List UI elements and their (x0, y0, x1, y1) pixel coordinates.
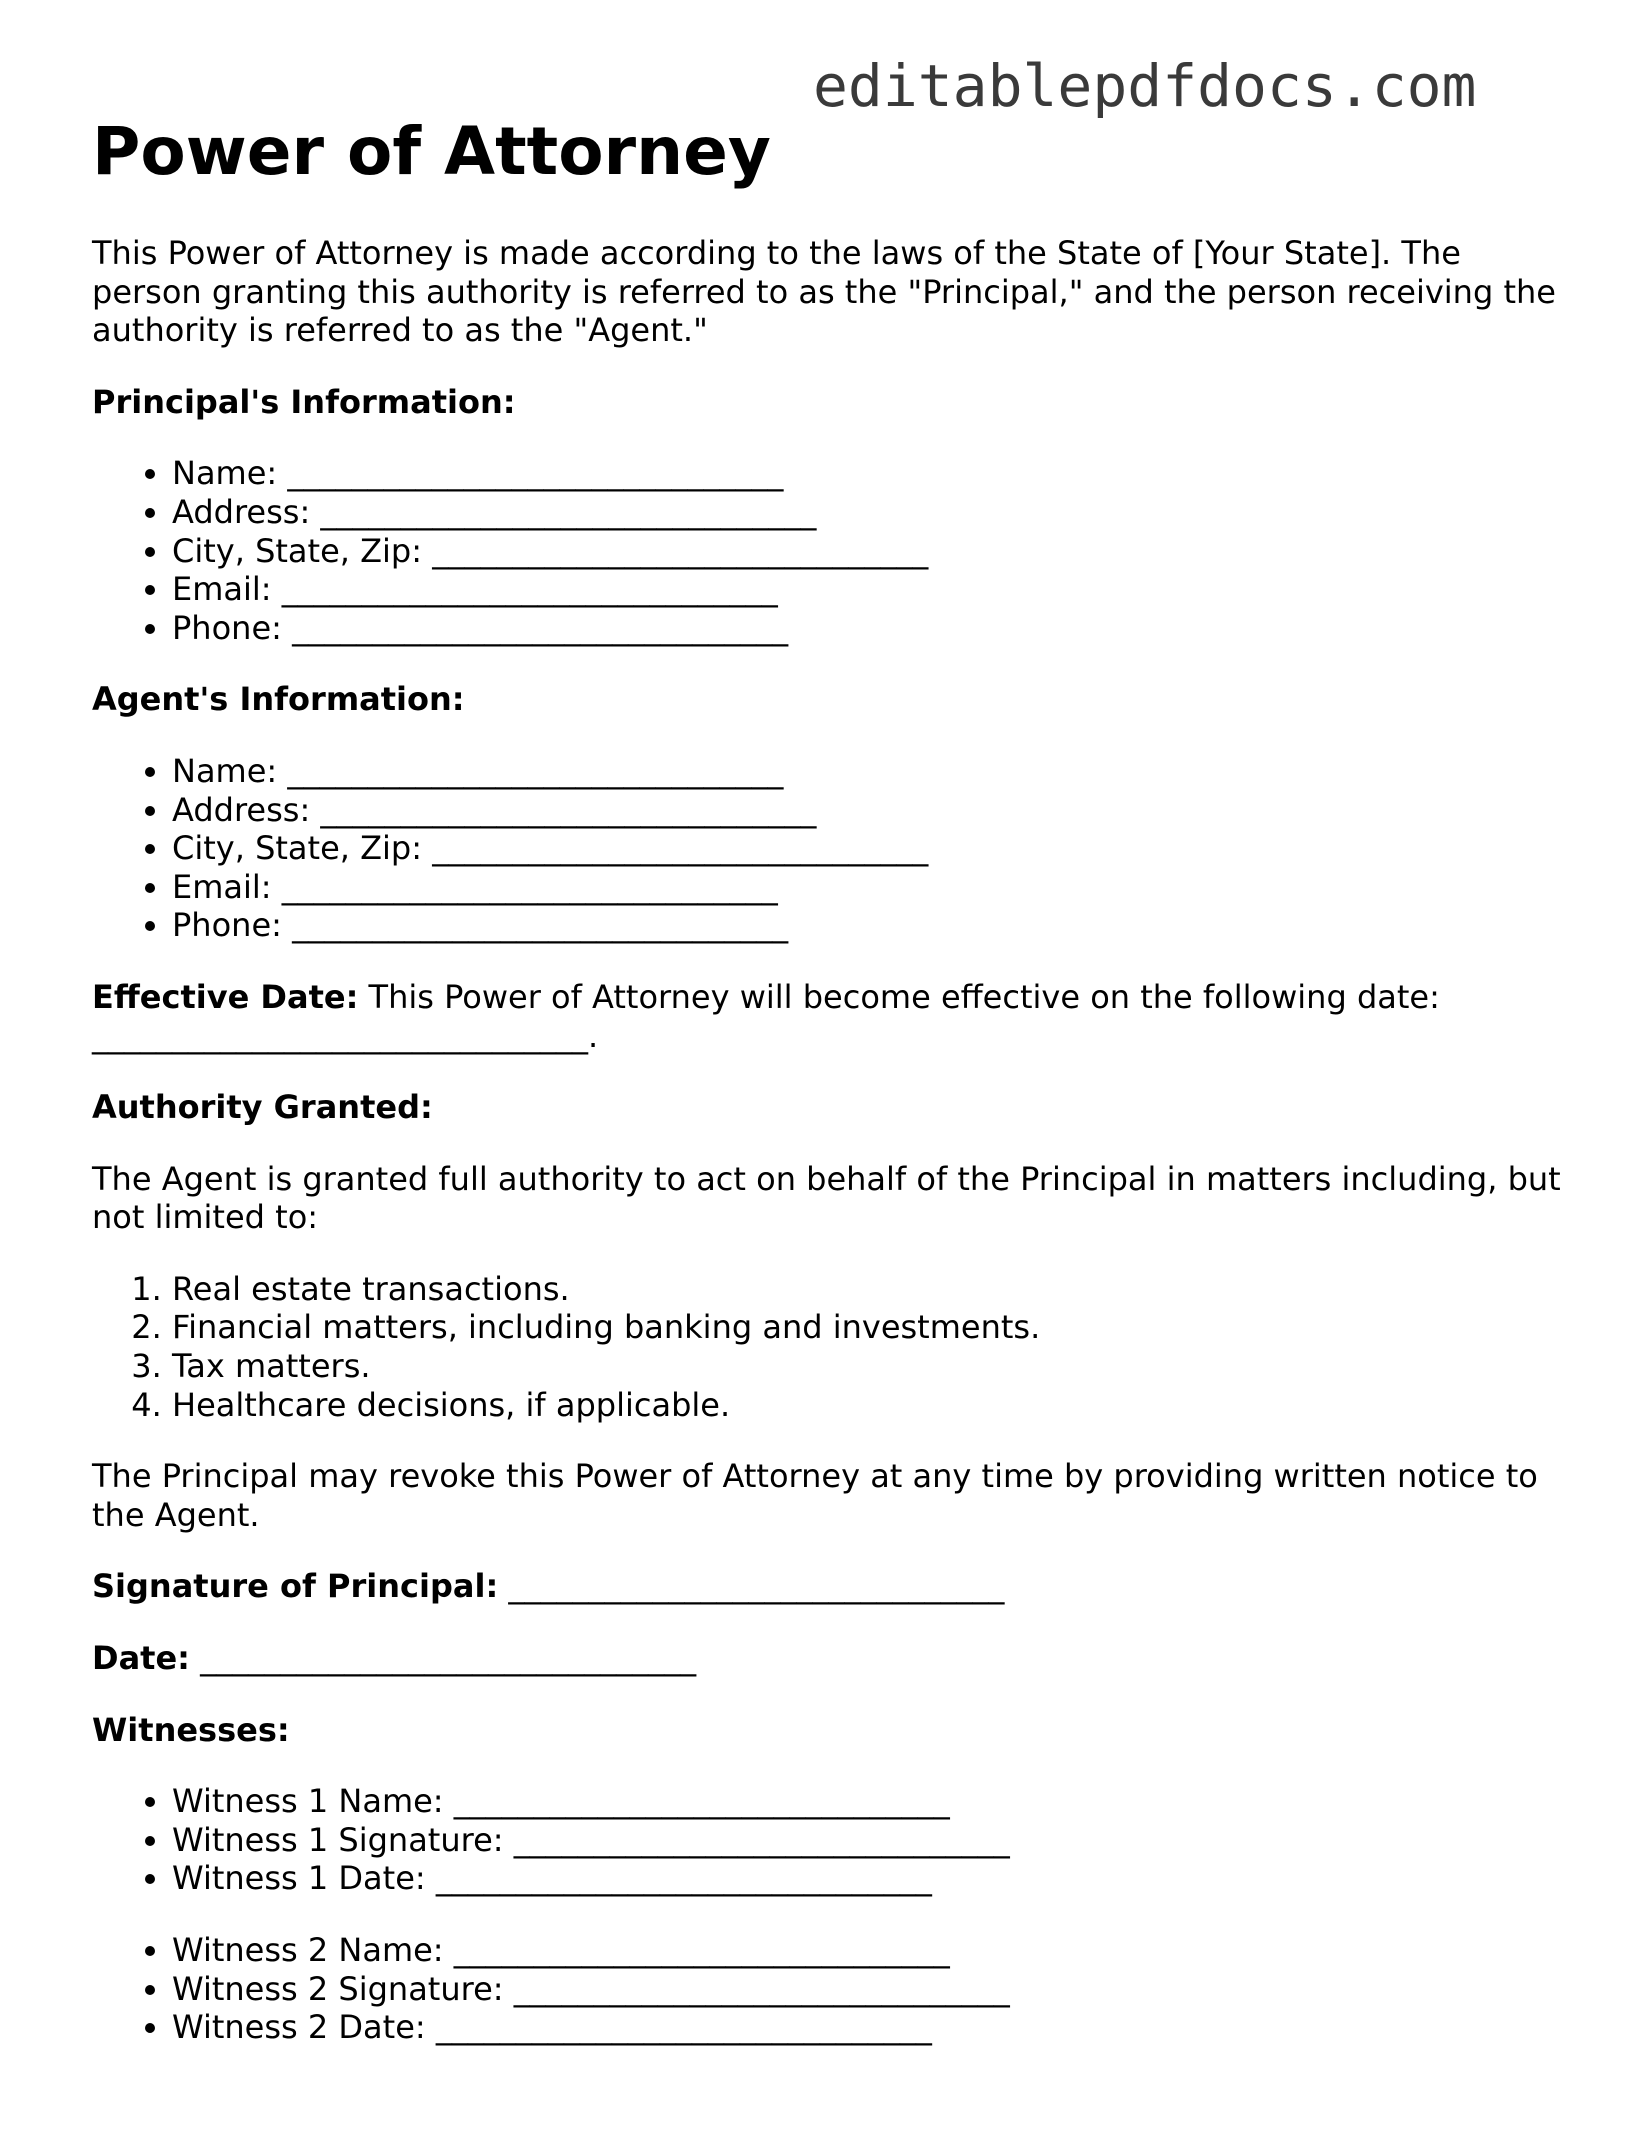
agent-email-field[interactable]: • Email: _______________________________ (172, 868, 1572, 907)
witness-1-name-field[interactable]: • Witness 1 Name: _______________________________ (172, 1782, 1572, 1821)
authority-heading: Authority Granted: (92, 1088, 433, 1127)
document-title: Power of Attorney (92, 113, 771, 190)
document-body (92, 112, 1572, 2080)
witness-1-date-field[interactable]: • Witness 1 Date: _______________________________ (172, 1859, 1572, 1898)
witness-1-signature-field[interactable]: • Witness 1 Signature: _______________________________ (172, 1821, 1572, 1860)
principal-heading: Principal's Information: (92, 382, 516, 421)
signature-label: Signature of Principal: (92, 1567, 499, 1606)
effective-date-text[interactable]: This Power of Attorney will become effective on the following date: _______________________________. (92, 977, 1440, 1055)
witness-2-date-field[interactable]: • Witness 2 Date: _______________________________ (172, 2008, 1572, 2047)
revoke-paragraph: The Principal may revoke this Power of Attorney at any time by providing written notice to the Agent. (92, 1457, 1538, 1534)
witness-2-signature-field[interactable]: • Witness 2 Signature: _______________________________ (172, 1970, 1572, 2009)
agent-city-state-zip-field[interactable]: • City, State, Zip: _______________________________ (172, 829, 1572, 868)
principal-city-state-zip-field[interactable]: • City, State, Zip: _______________________________ (172, 532, 1572, 571)
witness-2-name-field[interactable]: • Witness 2 Name: _______________________________ (172, 1931, 1572, 1970)
authority-intro: The Agent is granted full authority to act on behalf of the Principal in matters including, but not limited to: (92, 1159, 1561, 1237)
date-blank[interactable]: _______________________________ (189, 1639, 697, 1678)
principal-info-list (92, 454, 1572, 647)
authority-item: 2. Financial matters, including banking and investments. (172, 1308, 1572, 1347)
authority-item: 4. Healthcare decisions, if applicable. (172, 1386, 1572, 1425)
effective-date-label: Effective Date: (92, 977, 359, 1016)
agent-name-field[interactable]: • Name: _______________________________ (172, 752, 1572, 791)
date-line (92, 1639, 1572, 1678)
witness-2-list (92, 1931, 1572, 2047)
authority-list (92, 1270, 1572, 1424)
principal-name-field[interactable]: • Name: _______________________________ (172, 454, 1572, 493)
witness-1-list (92, 1782, 1572, 1898)
intro-paragraph: This Power of Attorney is made according to the laws of the State of [Your State]. The person granting this authority is referred to as the "Principal," and the person receiving the authority is referred to as the "Agent." (92, 234, 1556, 350)
effective-date-paragraph (92, 978, 1572, 1055)
principal-email-field[interactable]: • Email: _______________________________ (172, 570, 1572, 609)
authority-item: 1. Real estate transactions. (172, 1270, 1572, 1309)
date-label: Date: (92, 1639, 190, 1678)
watermark: editablepdfdocs.com (813, 52, 1477, 120)
signature-blank[interactable]: _______________________________ (498, 1567, 1005, 1606)
agent-phone-field[interactable]: • Phone: _______________________________ (172, 906, 1572, 945)
agent-address-field[interactable]: • Address: _______________________________ (172, 791, 1572, 830)
principal-address-field[interactable]: • Address: _______________________________ (172, 493, 1572, 532)
principal-phone-field[interactable]: • Phone: _______________________________ (172, 609, 1572, 648)
agent-heading: Agent's Information: (92, 680, 465, 719)
signature-line (92, 1567, 1572, 1606)
authority-item: 3. Tax matters. (172, 1347, 1572, 1386)
agent-info-list (92, 752, 1572, 945)
witnesses-heading: Witnesses: (92, 1710, 290, 1749)
